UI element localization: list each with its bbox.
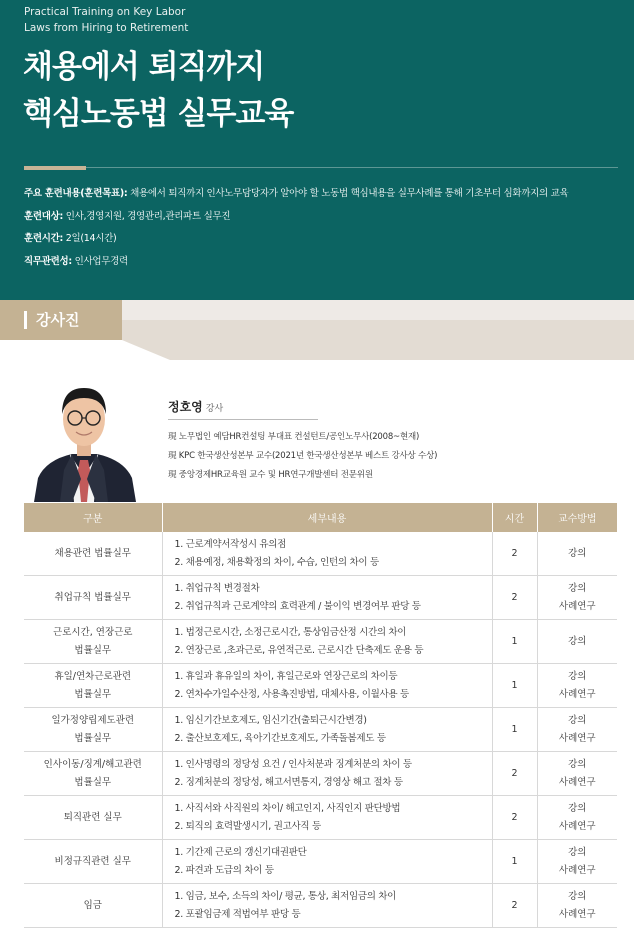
info-value: 인사업무경력 (71, 255, 128, 267)
cell-category (24, 664, 162, 708)
table-row (24, 532, 617, 576)
header-category: 구분 (24, 503, 162, 532)
cell-details (162, 884, 492, 928)
cell-hours: 1 (492, 840, 537, 884)
cell-category-line: 법률실무 (74, 644, 112, 656)
cell-category-line: 비정규직관련 실무 (54, 855, 131, 867)
cell-method (537, 840, 617, 884)
info-value: 채용에서 퇴직까지 인사노무담당자가 알아야 할 노동법 핵심내용을 실무사례를 통해 기초부터 심화까지의 교육 (127, 188, 569, 199)
credential-item: 現 KPC 한국생산성본부 교수(2021년 한국생산성본부 베스트 강사상 수상) (168, 451, 438, 461)
cell-details-line: 1. 기간제 근로의 갱신기대권판단 (174, 846, 307, 858)
cell-category (24, 576, 162, 620)
cell-method-line: 강의 (568, 846, 587, 858)
cell-category-line: 법률실무 (74, 732, 112, 744)
page-title-line2: 핵심노동법 실무교육 (23, 96, 294, 132)
cell-details-line: 2. 출산보호제도, 육아기간보호제도, 가족돌봄제도 등 (174, 732, 386, 744)
english-subtitle-line1: Practical Training on Key Labor (24, 6, 186, 18)
instructor-title: 강사 (205, 404, 224, 414)
cell-category (24, 796, 162, 840)
cell-method (537, 708, 617, 752)
cell-details-line: 2. 연차수가일수산정, 사용촉진방법, 대체사용, 이월사용 등 (174, 688, 409, 700)
cell-method (537, 796, 617, 840)
table-row (24, 884, 617, 928)
cell-method (537, 532, 617, 576)
table-row (24, 752, 617, 796)
curriculum-table (24, 503, 617, 928)
cell-hours: 2 (492, 532, 537, 576)
cell-category-line: 일가정양립제도관련 (51, 714, 135, 726)
cell-method-line: 사례연구 (558, 908, 596, 920)
cell-method-line: 사례연구 (558, 776, 596, 788)
cell-details-line: 1. 취업규칙 변경절차 (174, 582, 260, 594)
info-label: 훈련시간: (24, 233, 64, 244)
page-title-line1: 채용에서 퇴직까지 (23, 49, 265, 85)
cell-details (162, 576, 492, 620)
info-value: 2일(14시간) (63, 233, 117, 244)
cell-category (24, 840, 162, 884)
cell-category-line: 채용관련 법률실무 (54, 547, 131, 559)
english-subtitle-line2: Laws from Hiring to Retirement (24, 22, 189, 34)
cell-method-line: 사례연구 (558, 820, 596, 832)
table-row (24, 840, 617, 884)
credential-item: 現 노무법인 예담HR컨설팅 부대표 컨설턴트/공인노무사(2008~현재) (168, 432, 420, 442)
cell-method-line: 강의 (568, 802, 587, 814)
cell-category (24, 532, 162, 576)
cell-details-line: 2. 취업규칙과 근로계약의 효력관계 / 불이익 변경여부 판당 등 (174, 600, 421, 612)
cell-details (162, 752, 492, 796)
cell-method-line: 사례연구 (558, 688, 596, 700)
instructor-photo (32, 374, 137, 502)
info-target (24, 209, 568, 232)
cell-hours: 1 (492, 708, 537, 752)
cell-method (537, 664, 617, 708)
cell-category-line: 임금 (83, 899, 102, 911)
cell-method (537, 752, 617, 796)
cell-category-line: 휴일/연차근로관련 (54, 670, 132, 682)
cell-details-line: 2. 징계처분의 정당성, 해고서면통지, 경영상 해고 절차 등 (174, 776, 403, 788)
course-info (24, 186, 568, 276)
cell-details-line: 2. 파견과 도급의 차이 등 (174, 864, 274, 876)
cell-details-line: 1. 임금, 보수, 소득의 차이/ 평균, 통상, 최저임금의 차이 (174, 890, 397, 902)
info-training-goal (24, 186, 568, 209)
cell-method-line: 강의 (568, 670, 587, 682)
cell-method-line: 강의 (568, 547, 587, 559)
cell-category-line: 법률실무 (74, 776, 112, 788)
cell-details-line: 1. 휴일과 휴유일의 차이, 휴일근로와 연장근로의 차이등 (174, 670, 398, 682)
cell-category (24, 620, 162, 664)
header-hours: 시간 (492, 503, 537, 532)
section-marker (24, 311, 27, 329)
instructor-name (168, 398, 223, 415)
cell-category-line: 법률실무 (74, 688, 112, 700)
title-accent-bar (24, 166, 86, 170)
cell-method (537, 620, 617, 664)
table-row (24, 708, 617, 752)
title-divider (86, 167, 618, 168)
header-method: 교수방법 (537, 503, 617, 532)
cell-details-line: 2. 연장근로 ,초과근로, 유연적근로. 근로시간 단축제도 운용 등 (174, 644, 424, 656)
cell-method (537, 576, 617, 620)
table-row (24, 796, 617, 840)
cell-details-line: 2. 포괄임금제 적법여부 판당 등 (174, 908, 301, 920)
cell-hours: 2 (492, 752, 537, 796)
header-details: 세부내용 (162, 503, 492, 532)
cell-method-line: 강의 (568, 582, 587, 594)
cell-details (162, 796, 492, 840)
cell-category (24, 884, 162, 928)
cell-category (24, 708, 162, 752)
cell-details-line: 1. 인사명령의 정당성 요건 / 인사처분과 징계처분의 차이 등 (174, 758, 412, 770)
info-label: 주요 훈련내용(훈련목표): (24, 188, 128, 199)
cell-details-line: 1. 임신기간보호제도, 임신기간(출퇴근시간변경) (174, 714, 367, 726)
cell-category-line: 취업규칙 법률실무 (54, 591, 131, 603)
cell-method-line: 강의 (568, 635, 587, 647)
cell-method (537, 884, 617, 928)
page-title (23, 44, 293, 138)
cell-method-line: 강의 (568, 890, 587, 902)
info-label: 직무관련성: (24, 255, 72, 267)
table-header-row (24, 503, 617, 532)
table-row (24, 620, 617, 664)
cell-category (24, 752, 162, 796)
table-body (24, 532, 617, 928)
cell-details (162, 708, 492, 752)
cell-category-line: 근로시간, 연장근로 (53, 626, 133, 638)
info-duration (24, 231, 568, 254)
cell-hours: 2 (492, 796, 537, 840)
cell-details (162, 620, 492, 664)
instructor-name-text: 정호영 (168, 400, 203, 414)
cell-hours: 1 (492, 620, 537, 664)
cell-details (162, 840, 492, 884)
cell-hours: 1 (492, 664, 537, 708)
info-relevance (24, 254, 568, 277)
cell-method-line: 사례연구 (558, 864, 596, 876)
table-row (24, 664, 617, 708)
cell-method-line: 사례연구 (558, 600, 596, 612)
credential-item: 現 중앙경제HR교육원 교수 및 HR연구개발센터 전문위원 (168, 470, 373, 480)
cell-details-line: 2. 채용예정, 채용확정의 차이, 수습, 인턴의 차이 등 (174, 556, 379, 568)
info-value: 인사,경영지원, 경영관리,관리파트 실무진 (63, 210, 231, 222)
cell-details-line: 1. 법정근로시간, 소정근로시간, 통상임금산정 시간의 차이 (174, 626, 407, 638)
cell-category-line: 인사이동/징계/해고관련 (43, 758, 142, 770)
cell-details (162, 664, 492, 708)
cell-details (162, 532, 492, 576)
cell-method-line: 강의 (568, 758, 587, 770)
cell-details-line: 1. 근로계약서작성시 유의점 (174, 538, 287, 550)
instructor-credentials (168, 430, 437, 487)
table-row (24, 576, 617, 620)
cell-method-line: 사례연구 (558, 732, 596, 744)
cell-category-line: 퇴직관련 실무 (63, 811, 122, 823)
cell-hours: 2 (492, 884, 537, 928)
cell-details-line: 1. 사직서와 사직원의 차이/ 해고인지, 사직인지 판단방법 (174, 802, 401, 814)
section-title: 강사진 (36, 311, 80, 329)
english-subtitle (24, 4, 188, 36)
cell-method-line: 강의 (568, 714, 587, 726)
info-label: 훈련대상: (24, 210, 64, 222)
cell-hours: 2 (492, 576, 537, 620)
instructor-name-underline (168, 419, 318, 420)
cell-details-line: 2. 퇴직의 효력발생시기, 권고사직 등 (174, 820, 321, 832)
